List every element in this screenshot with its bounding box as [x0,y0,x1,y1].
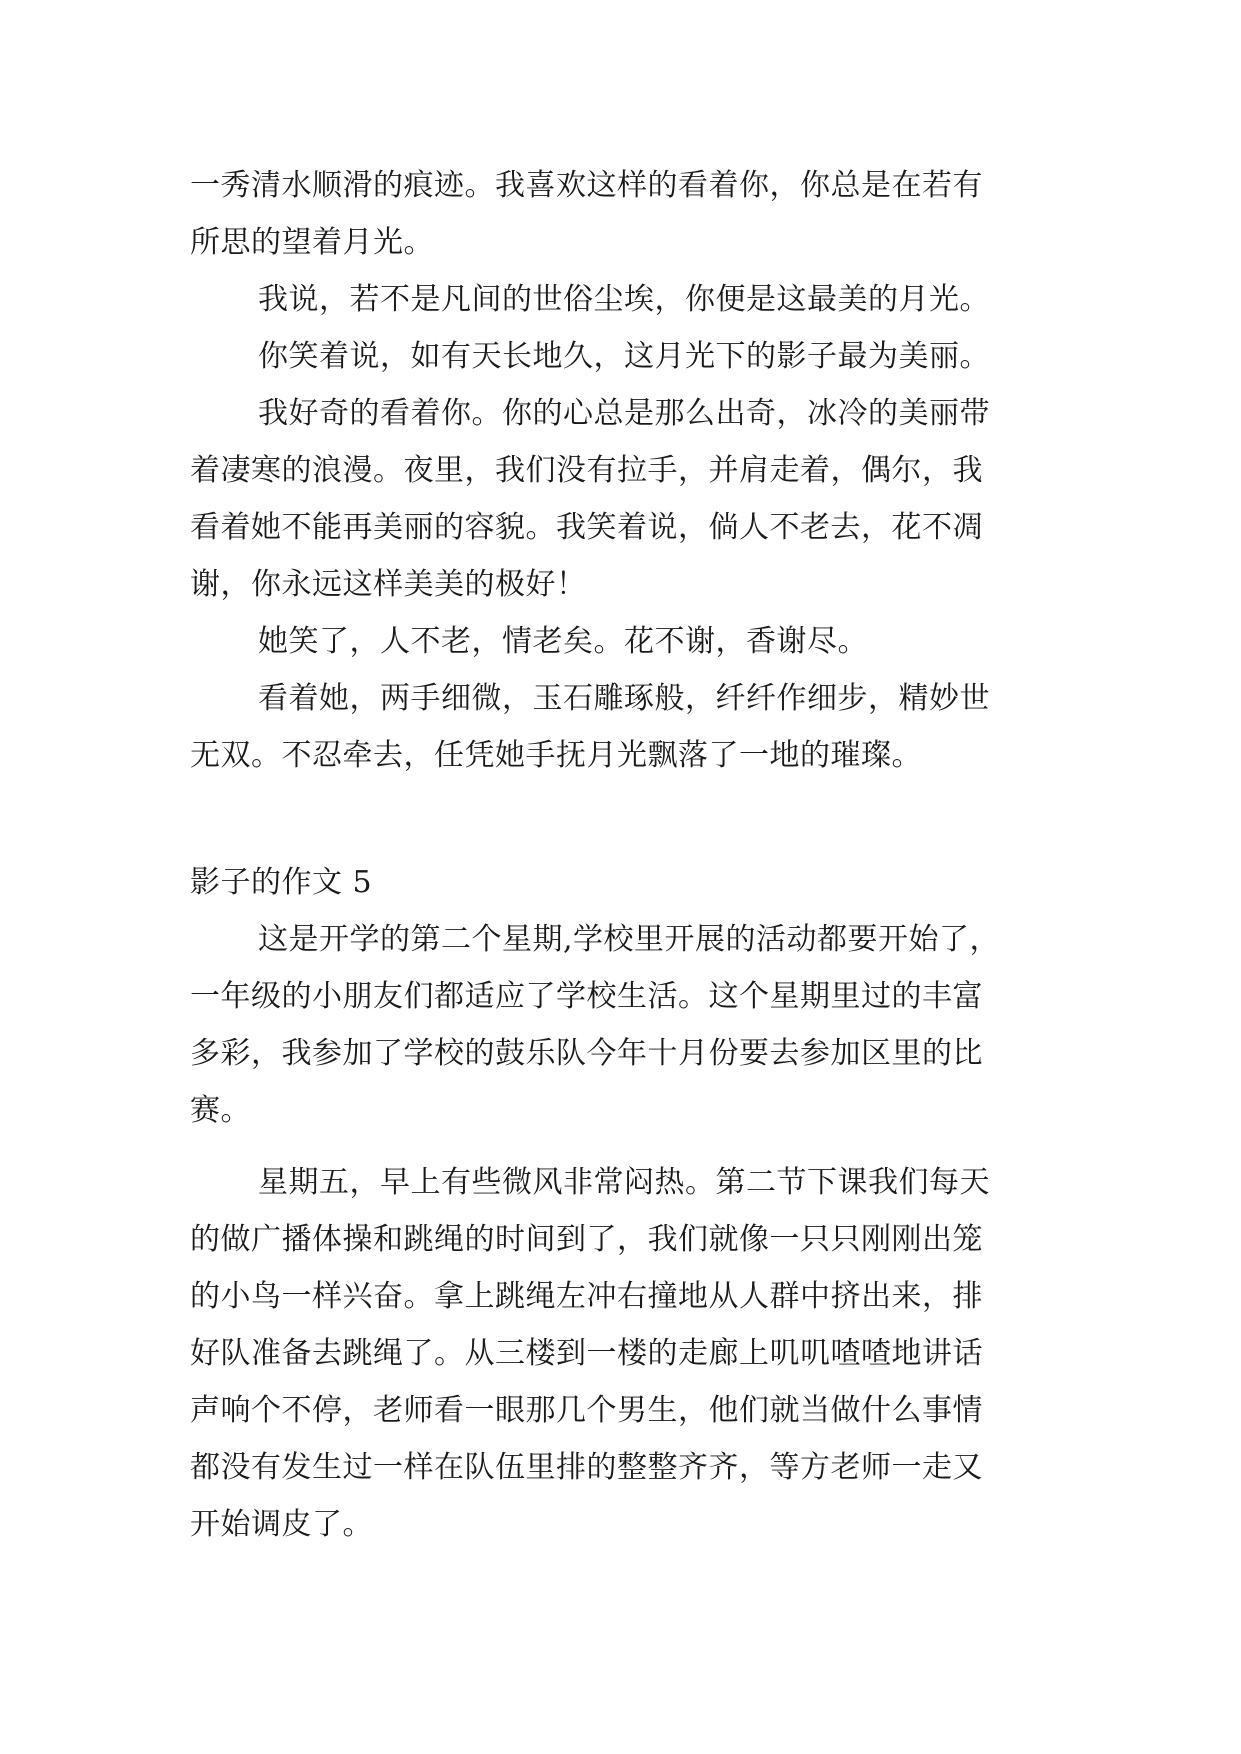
paragraph-line: 我好奇的看着你。你的心总是那么出奇，冰冷的美丽带 [258,396,990,431]
text-line: 一年级的小朋友们都适应了学校生活。这个星期里过的丰富 [190,979,983,1014]
text-line: 好队准备去跳绳了。从三楼到一楼的走廊上叽叽喳喳地讲话 [190,1336,983,1371]
text-line: 着凄寒的浪漫。夜里，我们没有拉手，并肩走着，偶尔，我 [190,453,983,488]
text-line: 无双。不忍牵去，任凭她手抚月光飘落了一地的璀璨。 [190,738,922,773]
text-line: 一秀清水顺滑的痕迹。我喜欢这样的看着你，你总是在若有 [190,168,983,203]
paragraph-line: 星期五，早上有些微风非常闷热。第二节下课我们每天 [258,1165,990,1200]
paragraph-line: 你笑着说，如有天长地久，这月光下的影子最为美丽。 [258,339,990,374]
paragraph-line: 我说，若不是凡间的世俗尘埃，你便是这最美的月光。 [258,282,990,317]
paragraph-line: 她笑了，人不老，情老矣。花不谢，香谢尽。 [258,624,868,659]
text-line: 的小鸟一样兴奋。拿上跳绳左冲右撞地从人群中挤出来，排 [190,1279,983,1314]
text-line: 多彩，我参加了学校的鼓乐队今年十月份要去参加区里的比 [190,1036,983,1071]
text-line: 所思的望着月光。 [190,225,434,260]
text-line: 都没有发生过一样在队伍里排的整整齐齐，等方老师一走又 [190,1450,983,1485]
paragraph-line: 看着她，两手细微，玉石雕琢般，纤纤作细步，精妙世 [258,681,990,716]
text-line: 看着她不能再美丽的容貌。我笑着说，倘人不老去，花不凋 [190,510,983,545]
paragraph-line: 这是开学的第二个星期,学校里开展的活动都要开始了， [258,922,1001,957]
text-line: 声响个不停，老师看一眼那几个男生，他们就当做什么事情 [190,1393,983,1428]
text-line: 赛。 [190,1093,251,1128]
section-heading: 影子的作文 5 [190,865,373,900]
text-line: 开始调皮了。 [190,1507,373,1542]
text-line: 的做广播体操和跳绳的时间到了，我们就像一只只刚刚出笼 [190,1222,983,1257]
text-line: 谢，你永远这样美美的极好！ [190,567,587,602]
